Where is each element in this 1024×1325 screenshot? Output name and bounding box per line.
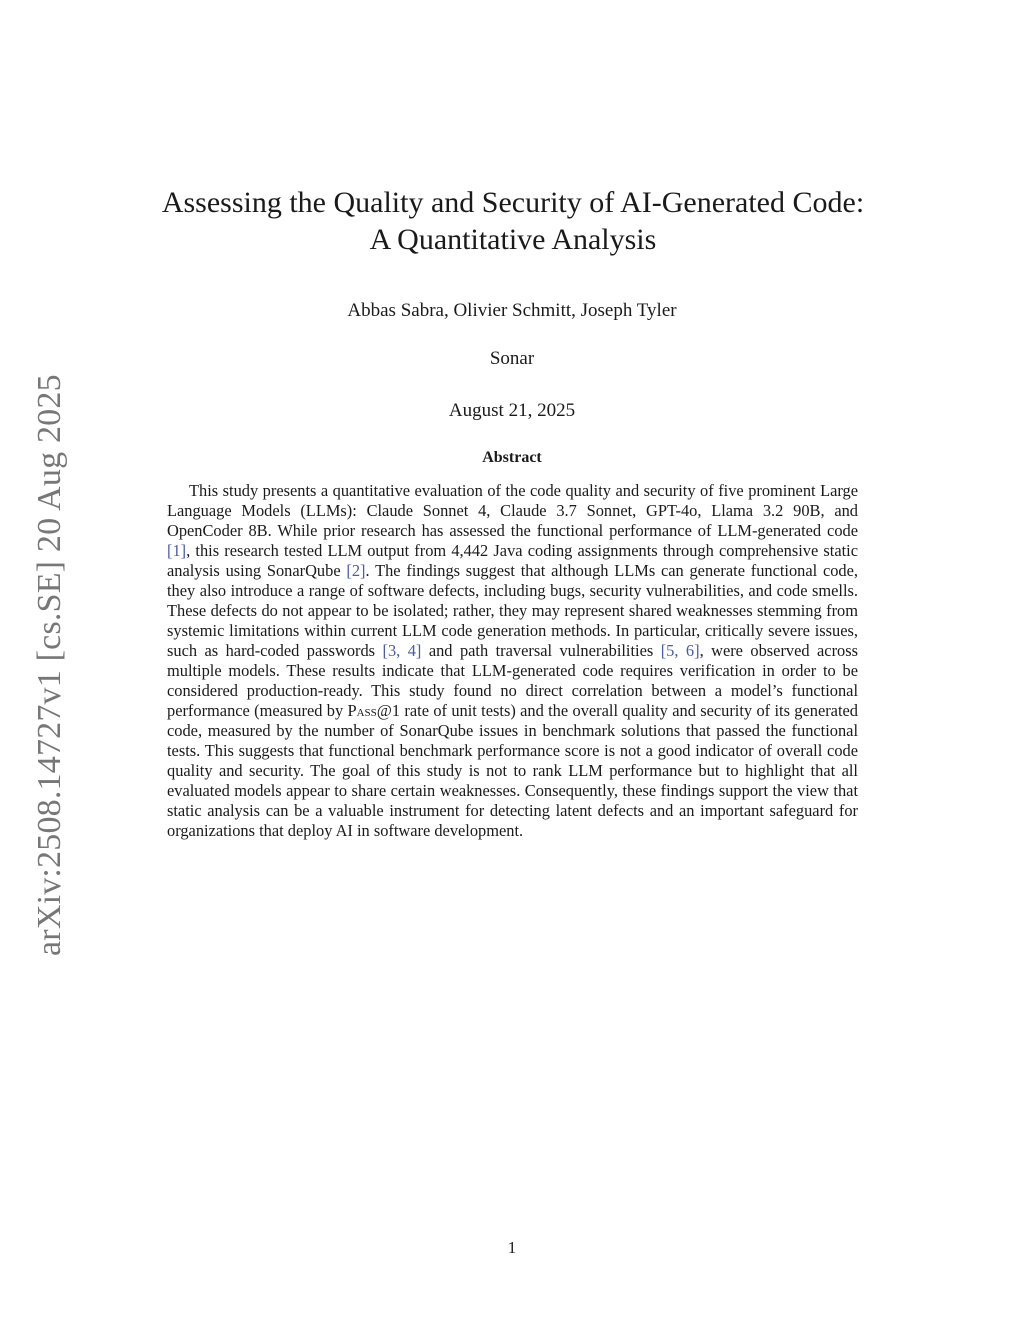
paper-affiliation: Sonar — [489, 348, 535, 369]
abstract-text: , were observed across multiple models. These results indicate that LLM-generated code requires verification in order to be considered production-ready. This study found no direct correlation between a model’s functional performance (measured by — [167, 641, 858, 720]
abstract-text: and path traversal vulnerabilities — [421, 641, 661, 660]
citation-link[interactable]: [2] — [346, 561, 366, 580]
arxiv-identifier-stamp: arXiv:2508.14727v1 [cs.SE] 20 Aug 2025 — [31, 374, 68, 956]
abstract-text: This study presents a quantitative evaluation of the code quality and security of five prominent Large Language Models (LLMs): Claude Sonnet 4, Claude 3.7 Sonnet, GPT-4o, Llama 3.2 90B, and OpenCoder 8B. While prior research has assessed the functional performance of LLM-generated code — [167, 481, 858, 540]
citation-link[interactable]: [1] — [167, 541, 187, 560]
abstract-heading: Abstract — [482, 449, 542, 466]
abstract-text: @1 rate of unit tests) and the overall quality and security of its generated code, measured by the number of SonarQube issues in benchmark solutions that passed the functional tests. This suggests that functional benchmark performance score is not a good indicator of overall code quality and security. The goal of this study is not to rank LLM performance but to highlight that all evaluated models appear to share certain weaknesses. Consequently, these findings support the view that static analysis can be a valuable instrument for detecting latent defects and an important safeguard for organizations that deploy AI in software development. — [167, 701, 858, 840]
page-number: 1 — [507, 1238, 517, 1257]
abstract-text: , this research tested LLM output from 4,442 Java coding assignments through comprehensive static analysis using SonarQube — [167, 541, 858, 580]
citation-link[interactable]: [3, 4] — [382, 641, 422, 660]
paper-authors: Abbas Sabra, Olivier Schmitt, Joseph Tyler — [347, 300, 677, 321]
citation-link[interactable]: [5, 6] — [660, 641, 700, 660]
abstract-text: . The findings suggest that although LLMs can generate functional code, they also introduce a range of software defects, including bugs, security vulnerabilities, and code smells. These defects do not appear to be isolated; rather, they may represent shared weaknesses stemming from systemic limitations within current LLM code generation methods. In particular, critically severe issues, such as hard-coded passwords — [167, 561, 859, 660]
paper-title: Assessing the Quality and Security of AI-Generated Code: A Quantitative Analysis — [161, 186, 865, 256]
abstract-body — [167, 481, 858, 841]
paper-date: August 21, 2025 — [448, 400, 576, 421]
pass-metric-term: Pass — [347, 701, 377, 720]
